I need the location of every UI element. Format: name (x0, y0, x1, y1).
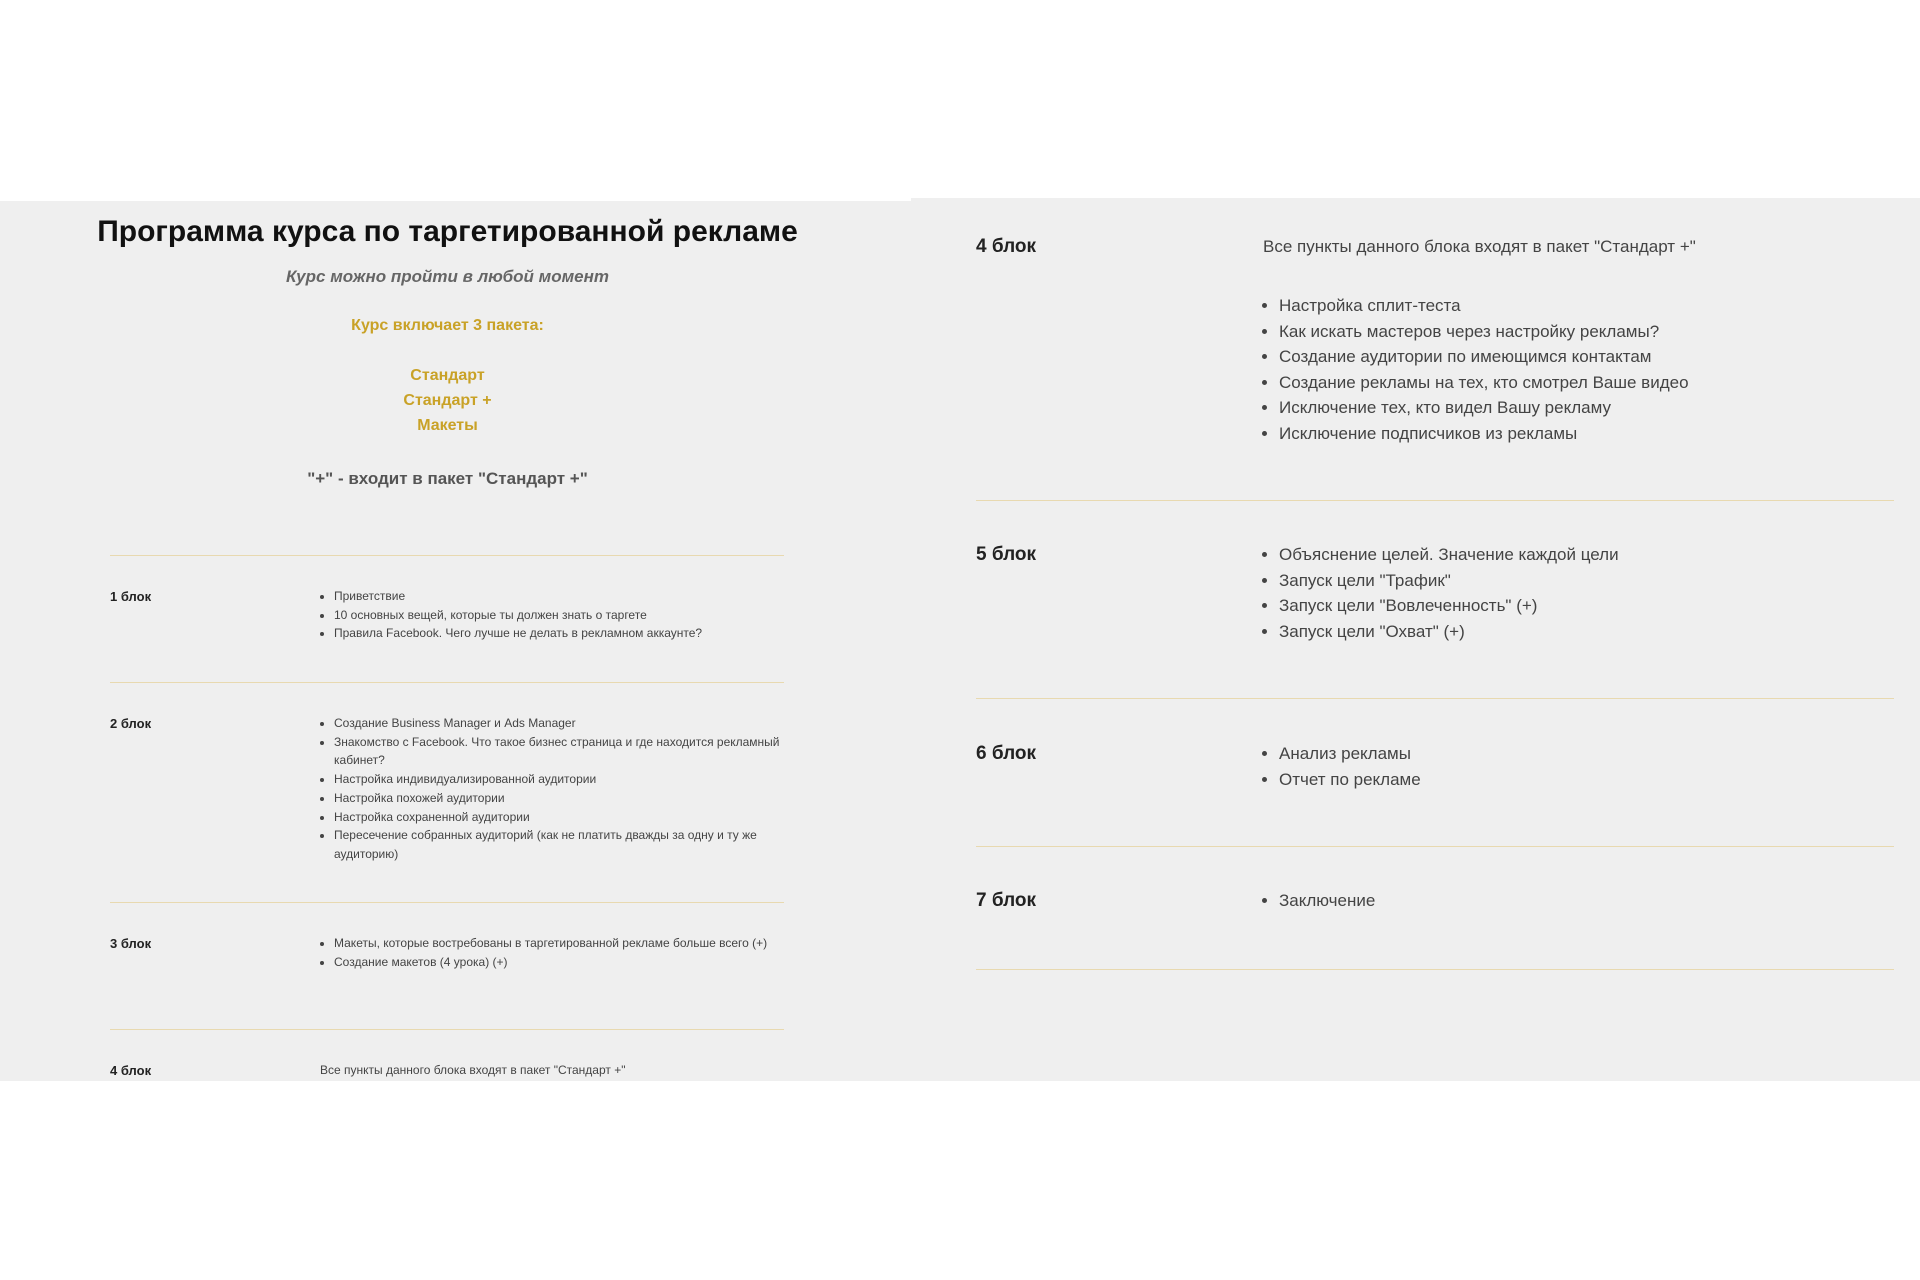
list-item: • Запуск цели "Трафик" (1279, 568, 1899, 594)
block-3-label: 3 блок (110, 936, 152, 951)
block-divider (976, 500, 1894, 501)
package-standard: Стандарт (410, 367, 485, 384)
block-4-label: 4 блок (110, 1063, 152, 1078)
block-divider (976, 846, 1894, 847)
list-item: • Приветствие (334, 587, 804, 606)
block-divider (110, 555, 784, 556)
page-subtitle: Курс можно пройти в любой момент (285, 267, 610, 286)
block-7-label: 7 блок (976, 890, 1037, 911)
left-page-panel (0, 201, 911, 1081)
block-4-list (1261, 293, 1899, 446)
block-divider (976, 698, 1894, 699)
list-item: • Создание макетов (4 урока) (+) (334, 953, 804, 972)
block-1-list (316, 587, 804, 643)
list-item: • Настройка похожей аудитории (334, 789, 804, 808)
list-item: • Исключение тех, кто видел Вашу рекламу (1279, 395, 1899, 421)
list-item: • Пересечение собранных аудиторий (как не платить дважды за одну и ту же аудиторию) (334, 826, 804, 863)
block-5-list (1261, 542, 1899, 644)
list-item: • Запуск цели "Вовлеченность" (+) (1279, 593, 1899, 619)
block-7-list (1261, 888, 1899, 914)
list-item: • Правила Facebook. Чего лучше не делать в рекламном аккаунте? (334, 624, 804, 643)
block-divider (110, 682, 784, 683)
list-item: • Заключение (1279, 888, 1899, 914)
block-5-label: 5 блок (976, 544, 1037, 565)
block-divider (110, 1029, 784, 1030)
block-divider (976, 969, 1894, 970)
list-item: • Настройка сплит-теста (1279, 293, 1899, 319)
block-divider (110, 902, 784, 903)
package-standard-plus: Стандарт + (403, 392, 492, 409)
block-4-note: Все пункты данного блока входят в пакет "Стандарт +" (320, 1063, 626, 1077)
page-title: Программа курса по таргетированной рекламе (97, 215, 798, 248)
list-item: • Создание Business Manager и Ads Manager (334, 714, 804, 733)
block-2-list (316, 714, 804, 864)
block-6-label: 6 блок (976, 743, 1037, 764)
list-item: • Настройка сохраненной аудитории (334, 808, 804, 827)
block-2-label: 2 блок (110, 716, 152, 731)
list-item: • Настройка индивидуализированной аудитории (334, 770, 804, 789)
right-page-panel (911, 198, 1920, 1081)
list-item: • Анализ рекламы (1279, 741, 1899, 767)
block-4-label-large: 4 блок (976, 236, 1037, 257)
block-6-list (1261, 741, 1899, 792)
list-item: • Объяснение целей. Значение каждой цели (1279, 542, 1899, 568)
list-item: • Исключение подписчиков из рекламы (1279, 421, 1899, 447)
list-item: • Создание аудитории по имеющимся контактам (1279, 344, 1899, 370)
list-item: • Как искать мастеров через настройку рекламы? (1279, 319, 1899, 345)
list-item: • Макеты, которые востребованы в таргетированной рекламе больше всего (+) (334, 934, 804, 953)
list-item: • 10 основных вещей, которые ты должен знать о таргете (334, 606, 804, 625)
plus-note: "+" - входит в пакет "Стандарт +" (307, 469, 588, 488)
package-mockups: Макеты (417, 417, 478, 434)
block-1-label: 1 блок (110, 589, 152, 604)
list-item: • Создание рекламы на тех, кто смотрел Ваше видео (1279, 370, 1899, 396)
list-item: • Знакомство с Facebook. Что такое бизнес страница и где находится рекламный кабинет? (334, 733, 804, 770)
list-item: • Запуск цели "Охват" (+) (1279, 619, 1899, 645)
block-4-note-large: Все пункты данного блока входят в пакет "Стандарт +" (1263, 237, 1696, 256)
block-3-list (316, 934, 804, 971)
packages-intro: Курс включает 3 пакета: (351, 317, 544, 334)
list-item: • Отчет по рекламе (1279, 767, 1899, 793)
